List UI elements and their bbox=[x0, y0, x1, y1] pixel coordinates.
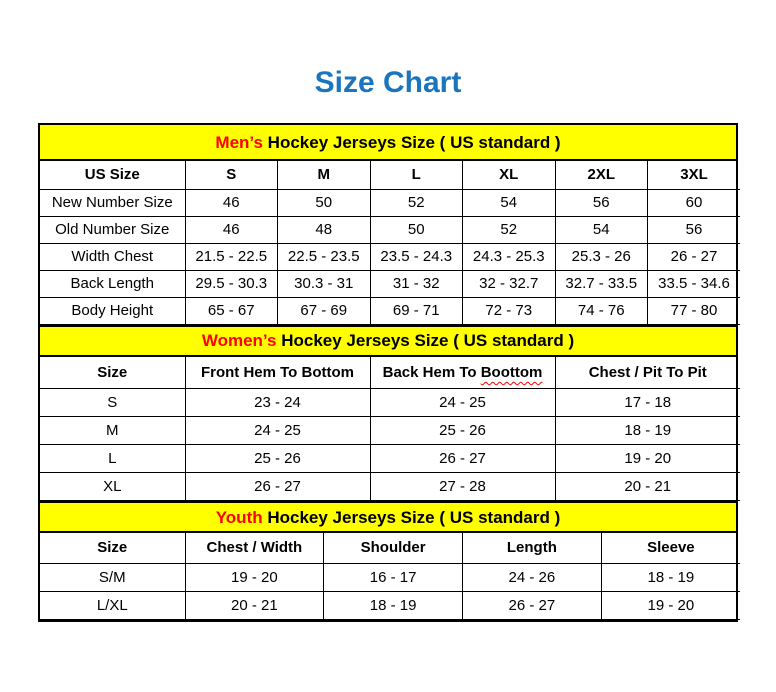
youth-header-row bbox=[40, 533, 740, 563]
womens-cell: 23 - 24 bbox=[185, 389, 370, 417]
womens-cell: 24 - 25 bbox=[370, 389, 555, 417]
mens-cell: 65 - 67 bbox=[185, 297, 278, 324]
mens-heading-rest: Hockey Jerseys Size ( US standard ) bbox=[262, 132, 561, 152]
mens-cell: 67 - 69 bbox=[278, 297, 371, 324]
womens-cell: 25 - 26 bbox=[185, 445, 370, 473]
misspelled-prefix: Back Hem To bbox=[382, 363, 481, 381]
mens-row-label: Back Length bbox=[40, 270, 185, 297]
youth-heading-rest: Hockey Jerseys Size ( US standard ) bbox=[262, 507, 561, 527]
youth-cell: 19 - 20 bbox=[185, 563, 324, 591]
youth-cell: 19 - 20 bbox=[601, 591, 740, 619]
table-row bbox=[40, 270, 740, 297]
mens-heading-accent: Men’s bbox=[215, 132, 263, 152]
mens-cell: 77 - 80 bbox=[648, 297, 741, 324]
youth-row-label: L/XL bbox=[40, 591, 185, 619]
mens-header-row bbox=[40, 161, 740, 189]
mens-cell: 29.5 - 30.3 bbox=[185, 270, 278, 297]
mens-row-label: New Number Size bbox=[40, 189, 185, 216]
womens-row-label: L bbox=[40, 445, 185, 473]
mens-cell: 52 bbox=[463, 216, 556, 243]
mens-cell: 54 bbox=[463, 189, 556, 216]
mens-cell: 56 bbox=[648, 216, 741, 243]
youth-column-header: Chest / Width bbox=[185, 533, 324, 563]
mens-size-table bbox=[40, 161, 740, 325]
womens-column-header: Chest / Pit To Pit bbox=[555, 357, 740, 389]
womens-row-label: XL bbox=[40, 473, 185, 501]
mens-column-header: L bbox=[370, 161, 463, 189]
womens-cell: 17 - 18 bbox=[555, 389, 740, 417]
mens-cell: 56 bbox=[555, 189, 648, 216]
youth-section-header bbox=[40, 501, 736, 533]
youth-size-table bbox=[40, 533, 740, 620]
table-row bbox=[40, 243, 740, 270]
womens-heading-rest: Hockey Jerseys Size ( US standard ) bbox=[276, 331, 575, 350]
youth-column-header: Sleeve bbox=[601, 533, 740, 563]
mens-cell: 46 bbox=[185, 189, 278, 216]
womens-row-label: S bbox=[40, 389, 185, 417]
mens-cell: 74 - 76 bbox=[555, 297, 648, 324]
mens-column-header: S bbox=[185, 161, 278, 189]
youth-cell: 18 - 19 bbox=[324, 591, 463, 619]
mens-cell: 25.3 - 26 bbox=[555, 243, 648, 270]
mens-column-header: US Size bbox=[40, 161, 185, 189]
table-row bbox=[40, 591, 740, 619]
youth-row-label: S/M bbox=[40, 563, 185, 591]
table-row bbox=[40, 445, 740, 473]
womens-column-header: Front Hem To Bottom bbox=[185, 357, 370, 389]
mens-cell: 46 bbox=[185, 216, 278, 243]
mens-cell: 32 - 32.7 bbox=[463, 270, 556, 297]
womens-cell: 18 - 19 bbox=[555, 417, 740, 445]
womens-cell: 20 - 21 bbox=[555, 473, 740, 501]
womens-cell: 25 - 26 bbox=[370, 417, 555, 445]
mens-cell: 21.5 - 22.5 bbox=[185, 243, 278, 270]
mens-cell: 69 - 71 bbox=[370, 297, 463, 324]
youth-cell: 20 - 21 bbox=[185, 591, 324, 619]
womens-cell: 24 - 25 bbox=[185, 417, 370, 445]
mens-cell: 50 bbox=[278, 189, 371, 216]
womens-cell: 27 - 28 bbox=[370, 473, 555, 501]
mens-cell: 54 bbox=[555, 216, 648, 243]
table-row bbox=[40, 389, 740, 417]
womens-section-header bbox=[40, 325, 736, 357]
page-title: Size Chart bbox=[314, 66, 462, 99]
mens-section-header bbox=[40, 125, 736, 161]
mens-cell: 52 bbox=[370, 189, 463, 216]
mens-column-header: 2XL bbox=[555, 161, 648, 189]
womens-size-table bbox=[40, 357, 740, 502]
table-row bbox=[40, 216, 740, 243]
mens-cell: 50 bbox=[370, 216, 463, 243]
table-row bbox=[40, 473, 740, 501]
womens-cell: 26 - 27 bbox=[370, 445, 555, 473]
womens-heading-accent: Women’s bbox=[201, 331, 277, 350]
mens-column-header: XL bbox=[463, 161, 556, 189]
misspelled-word: Boottom bbox=[480, 363, 543, 381]
womens-cell: 26 - 27 bbox=[185, 473, 370, 501]
womens-column-header-misspelled bbox=[370, 357, 555, 389]
youth-heading-accent: Youth bbox=[215, 507, 263, 527]
youth-cell: 18 - 19 bbox=[601, 563, 740, 591]
table-row bbox=[40, 189, 740, 216]
mens-column-header: M bbox=[278, 161, 371, 189]
womens-cell: 19 - 20 bbox=[555, 445, 740, 473]
youth-cell: 24 - 26 bbox=[463, 563, 602, 591]
mens-cell: 32.7 - 33.5 bbox=[555, 270, 648, 297]
mens-row-label: Body Height bbox=[40, 297, 185, 324]
mens-cell: 22.5 - 23.5 bbox=[278, 243, 371, 270]
mens-cell: 23.5 - 24.3 bbox=[370, 243, 463, 270]
size-chart bbox=[38, 123, 738, 622]
mens-cell: 33.5 - 34.6 bbox=[648, 270, 741, 297]
mens-row-label: Old Number Size bbox=[40, 216, 185, 243]
table-row bbox=[40, 297, 740, 324]
mens-cell: 72 - 73 bbox=[463, 297, 556, 324]
mens-cell: 24.3 - 25.3 bbox=[463, 243, 556, 270]
youth-column-header: Length bbox=[463, 533, 602, 563]
womens-row-label: M bbox=[40, 417, 185, 445]
youth-cell: 26 - 27 bbox=[463, 591, 602, 619]
womens-header-row bbox=[40, 357, 740, 389]
youth-cell: 16 - 17 bbox=[324, 563, 463, 591]
mens-cell: 30.3 - 31 bbox=[278, 270, 371, 297]
table-row bbox=[40, 417, 740, 445]
womens-column-header: Size bbox=[40, 357, 185, 389]
youth-column-header: Shoulder bbox=[324, 533, 463, 563]
mens-cell: 31 - 32 bbox=[370, 270, 463, 297]
mens-column-header: 3XL bbox=[648, 161, 741, 189]
mens-row-label: Width Chest bbox=[40, 243, 185, 270]
mens-cell: 60 bbox=[648, 189, 741, 216]
table-row bbox=[40, 563, 740, 591]
mens-cell: 26 - 27 bbox=[648, 243, 741, 270]
mens-cell: 48 bbox=[278, 216, 371, 243]
youth-column-header: Size bbox=[40, 533, 185, 563]
